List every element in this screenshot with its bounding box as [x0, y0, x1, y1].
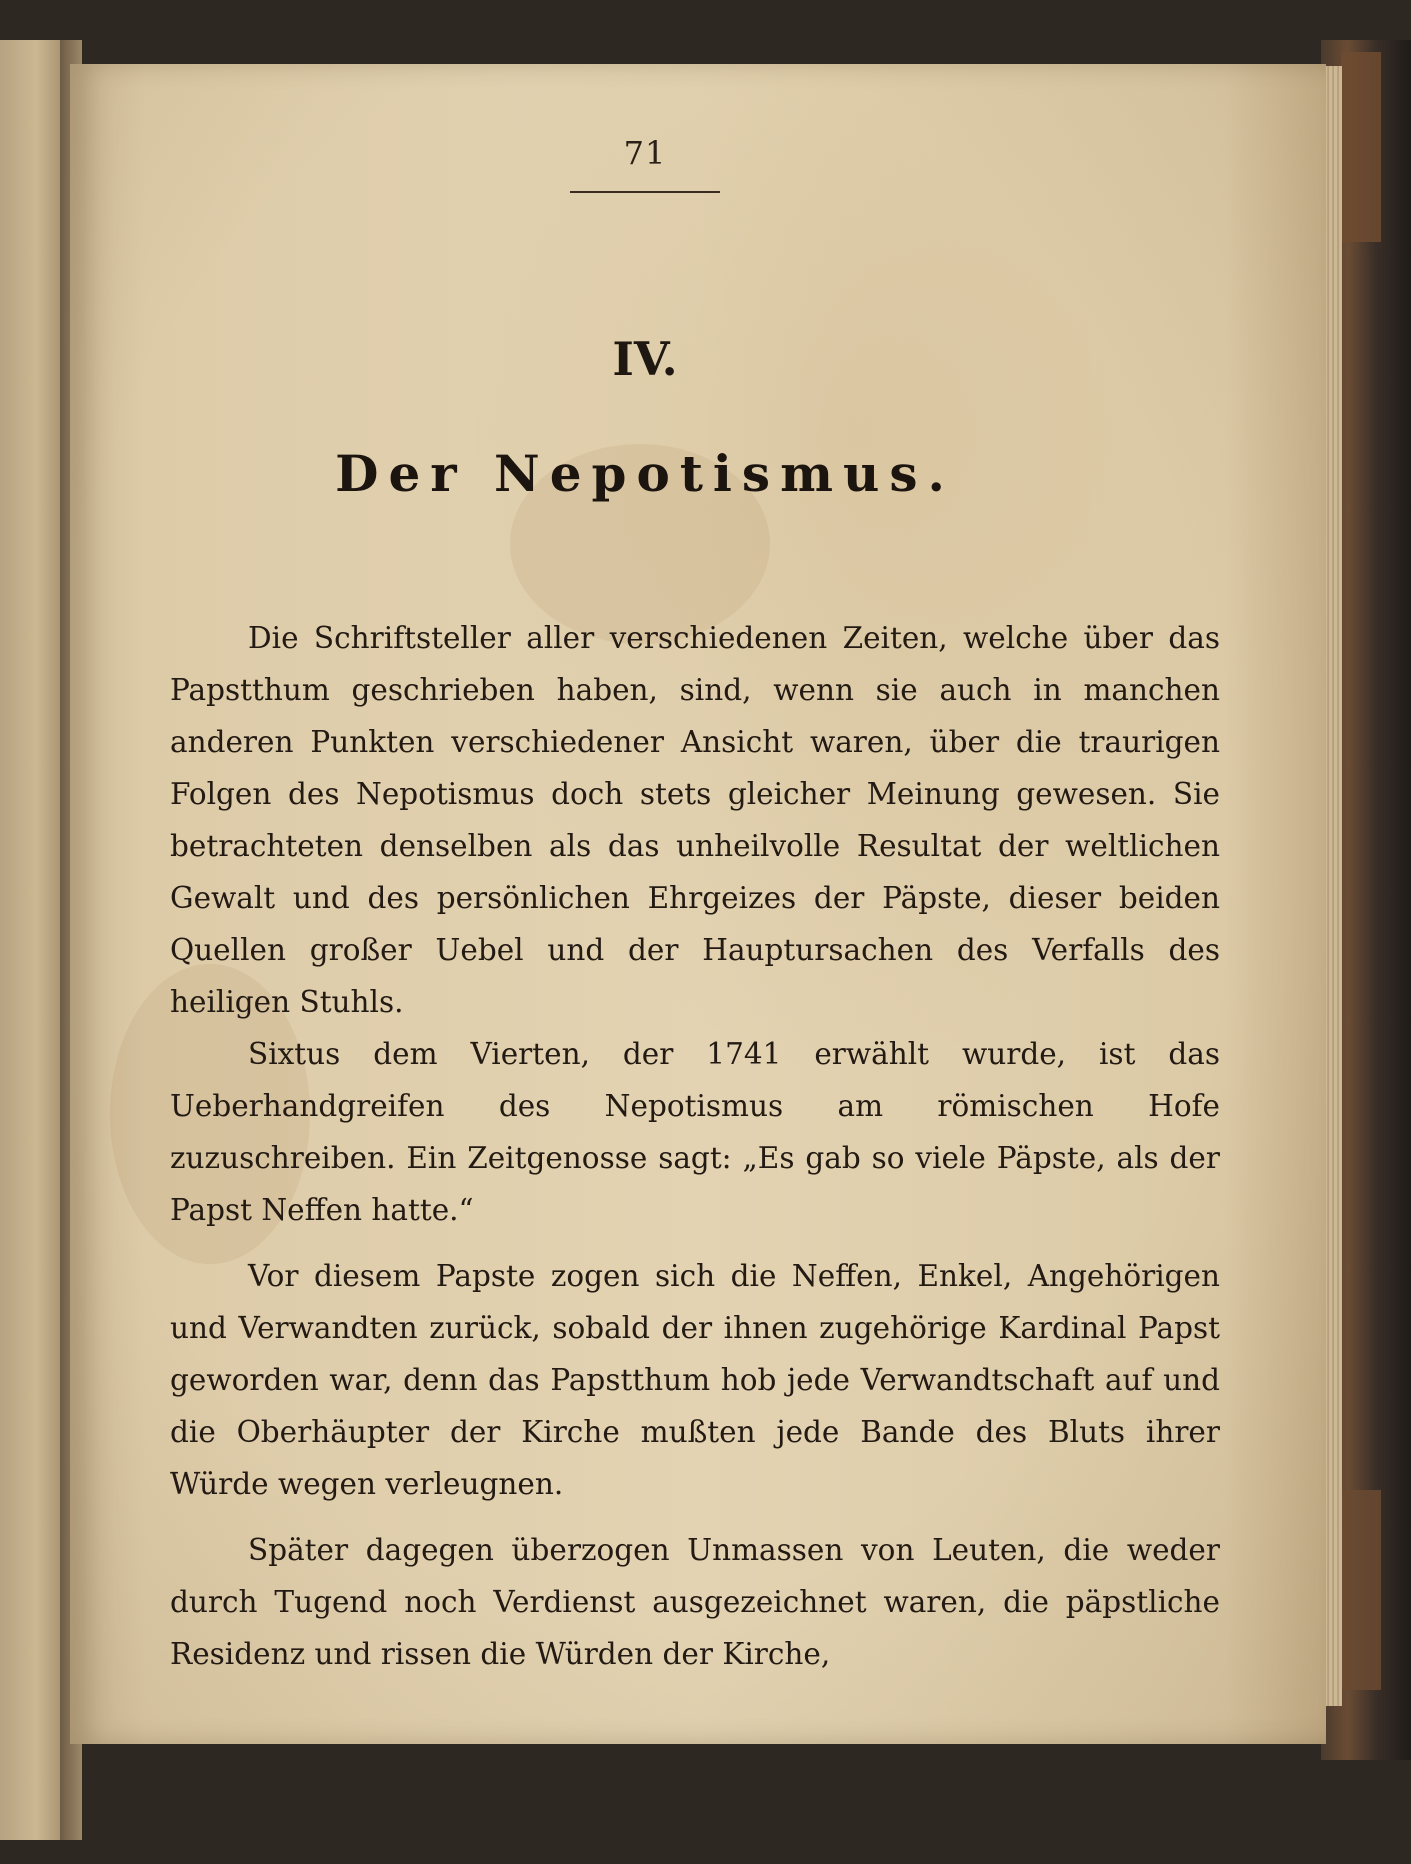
- paragraph: Die Schriftsteller aller verschiedenen Zeiten, welche über das Papstthum geschrieben haben, sind, wenn sie auch in manchen anderen Punkten verschiedener Ansicht waren, über die traurigen Folgen des Nepotismus doch stets gleicher Meinung gewesen. Sie betrachteten denselben als das unheilvolle Resultat der weltlichen Gewalt und des persönlichen Ehrgeizes der Päpste, dieser beiden Quellen großer Uebel und der Hauptursachen des Verfalls des heiligen Stuhls.: [170, 621, 1220, 1019]
- page-number: 71: [623, 134, 667, 172]
- chapter-number: IV.: [612, 332, 678, 386]
- chapter-title: Der Nepotismus.: [335, 444, 955, 503]
- body-text: [170, 612, 1220, 1680]
- paragraph: Später dagegen überzogen Unmassen von Leuten, die weder durch Tugend noch Verdienst ausgezeichnet waren, die päpstliche Residenz und rissen die Würden der Kirche,: [170, 1533, 1220, 1671]
- leather-corner-top: [1341, 52, 1381, 242]
- header-rule: [570, 191, 720, 193]
- paragraph: Vor diesem Papste zogen sich die Neffen, Enkel, Angehörigen und Verwandten zurück, sobald der ihnen zugehörige Kardinal Papst geworden war, denn das Papstthum hob jede Verwandtschaft auf und die Oberhäupter der Kirche mußten jede Bande des Bluts ihrer Würde wegen verleugnen.: [170, 1259, 1220, 1501]
- leather-corner-bottom: [1341, 1490, 1381, 1690]
- paragraph: Sixtus dem Vierten, der 1741 erwählt wurde, ist das Ueberhandgreifen des Nepotismus am römischen Hofe zuzuschreiben. Ein Zeitgenosse sagt: „Es gab so viele Päpste, als der Papst Neffen hatte.“: [170, 1037, 1220, 1227]
- book-page: [70, 64, 1326, 1744]
- facing-page-edge: [0, 40, 66, 1840]
